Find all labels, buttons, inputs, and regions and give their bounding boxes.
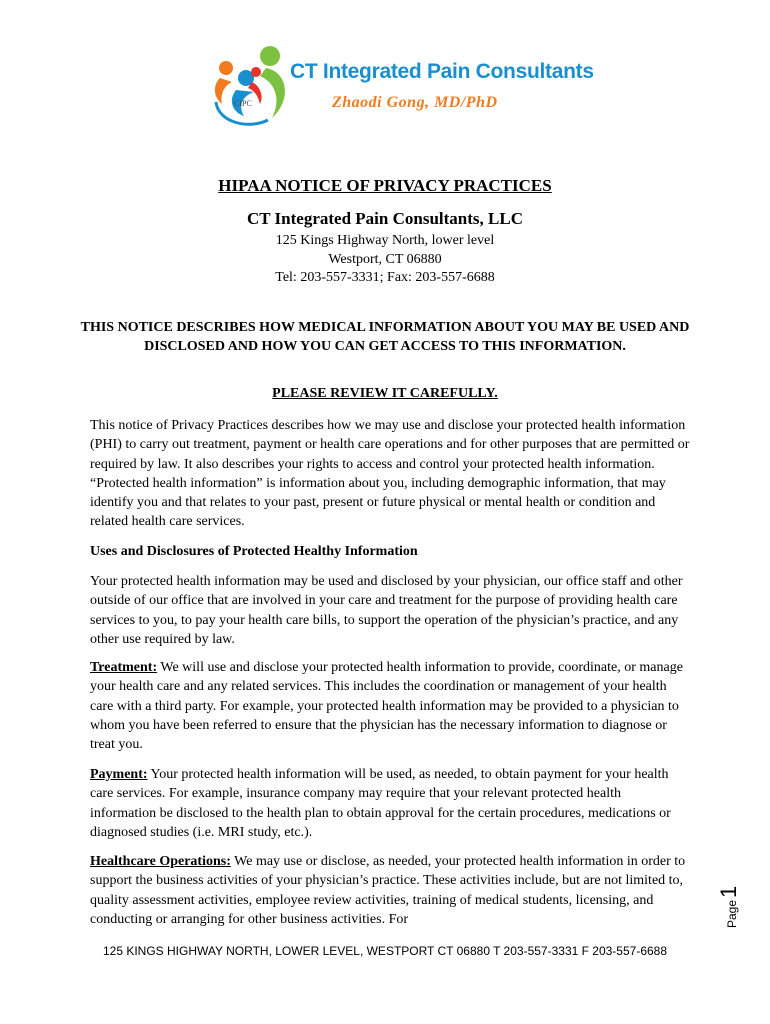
payment-paragraph — [90, 765, 690, 842]
logo-figures-icon — [208, 42, 298, 130]
treatment-label: Treatment: — [90, 660, 158, 675]
page-label: Page — [725, 899, 739, 928]
uses-heading: Uses and Disclosures of Protected Healthy Information — [90, 544, 418, 559]
company-name: CT Integrated Pain Consultants, LLC — [247, 209, 523, 228]
page-number — [716, 885, 756, 928]
address-line-1: 125 Kings Highway North, lower level — [275, 233, 495, 248]
uses-paragraph: Your protected health information may be used and disclosed by your physician, our office staff and other outside of our office that are involved in your care and treatment for the purpose of providing health care services to you, to pay your health care bills, to support the operation of the physician’s practice, and any other use required by law. — [90, 574, 683, 647]
payment-text: Your protected health information will be used, as needed, to obtain payment for your health care services. For example, insurance company may require that your relevant protected health information be disclosed to the health plan to obtain approval for the certain procedures, medications or diagnosed studies (i.e. MRI study, etc.). — [90, 767, 671, 840]
logo — [208, 42, 594, 130]
intro-paragraph: This notice of Privacy Practices describes how we may use and disclose your protected health information (PHI) to carry out treatment, payment or health care operations and for other purposes that are permitted or required by law. It also describes your rights to access and control your protected health information. “Protected health information” is information about you, including demographic information, that may identify you and that relates to your past, present or future physical or mental health or condition and related health care services. — [90, 418, 690, 530]
logo-doctor-name: Zhaodi Gong, MD/PhD — [332, 94, 498, 111]
page-number-value: 1 — [716, 885, 741, 898]
logo-abbreviation: CIPC — [234, 99, 252, 108]
logo-company-name: CT Integrated Pain Consultants — [290, 60, 594, 83]
operations-text: We may use or disclose, as needed, your protected health information in order to support the business activities of your physician’s practice. These activities include, but are not limited to, quality assessment activities, employee review activities, training of medical students, licensing, and conducting or arranging for other business activities. For — [90, 854, 686, 927]
operations-label: Healthcare Operations: — [90, 854, 231, 869]
payment-label: Payment: — [90, 767, 148, 782]
treatment-paragraph — [90, 658, 690, 754]
notice-heading: THIS NOTICE DESCRIBES HOW MEDICAL INFORMATION ABOUT YOU MAY BE USED AND DISCLOSED AND HOW YOU CAN GET ACCESS TO THIS INFORMATION. — [80, 320, 690, 354]
treatment-text: We will use and disclose your protected health information to provide, coordinate, or manage your health care and any related services. This includes the coordination or management of your health care with a third party. For example, your protected health information may be provided to a physician to whom you have been referred to ensure that the physician has the necessary information to diagnose or treat you. — [90, 660, 683, 753]
operations-paragraph — [90, 852, 690, 929]
review-notice: PLEASE REVIEW IT CAREFULLY. — [272, 386, 498, 401]
page-footer: 125 KINGS HIGHWAY NORTH, LOWER LEVEL, WESTPORT CT 06880 T 203-557-3331 F 203-557-6688 — [102, 944, 668, 958]
contact-line: Tel: 203-557-3331; Fax: 203-557-6688 — [275, 270, 495, 285]
address-line-2: Westport, CT 06880 — [328, 252, 442, 267]
document-title: HIPAA NOTICE OF PRIVACY PRACTICES — [218, 176, 552, 195]
